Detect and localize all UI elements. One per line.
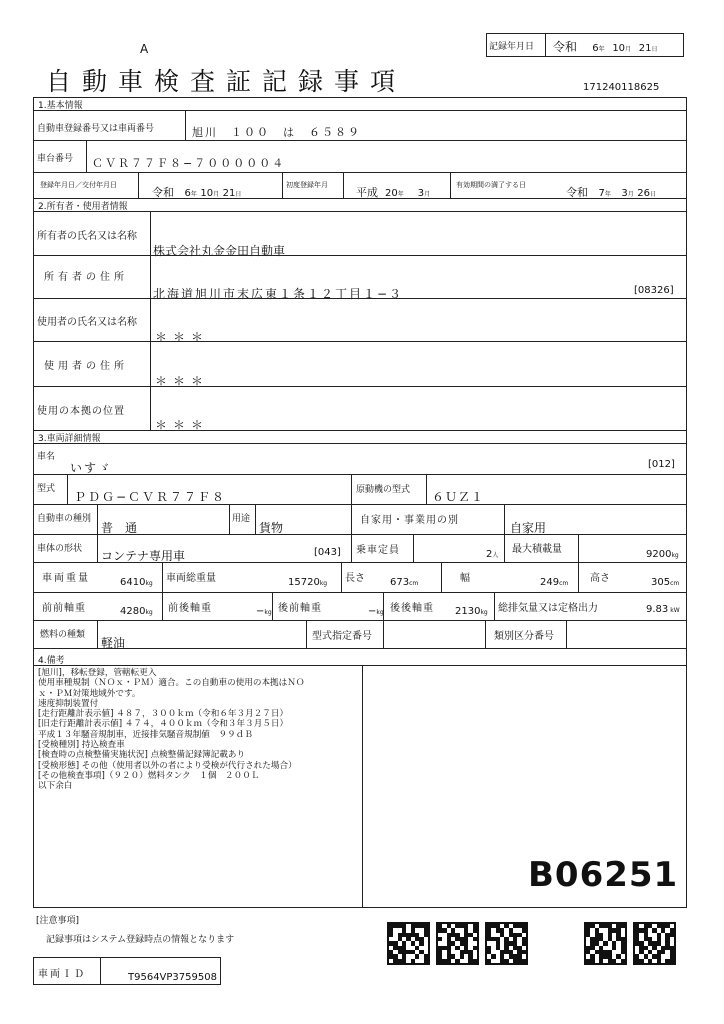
- model-label: 型式: [37, 484, 56, 494]
- rr-axle-label: 後後軸重: [390, 603, 434, 614]
- caution-text: 記録事項はシステム登録時点の情報となります: [46, 935, 235, 945]
- business-use: 自家用: [510, 521, 547, 535]
- width: 249cm: [540, 577, 569, 588]
- maker: いすゞ: [70, 461, 113, 475]
- first-reg-date: 平成 20年 3月: [356, 186, 431, 199]
- ff-axle-label: 前前軸重: [42, 603, 86, 614]
- base-location: ＊＊＊: [155, 418, 210, 432]
- business-use-label: 自家用・事業用の別: [360, 515, 459, 526]
- length: 673cm: [390, 577, 419, 588]
- maker-label: 車名: [37, 452, 56, 462]
- user-address: ＊＊＊: [155, 374, 210, 388]
- qr-code-2: [436, 922, 479, 965]
- corner-mark: A: [140, 42, 149, 56]
- fr-axle: −kg: [256, 606, 272, 617]
- qr-code-3: [485, 922, 528, 965]
- reg-date: 令和 6年 10月 21日: [152, 186, 242, 199]
- notes-text: [旭川]，移転登録，管轄転更入 使用車種規制（ＮＯｘ・ＰＭ）適合。この自動車の使用の本拠はＮＯ ｘ・ＰＭ対策地域外です。 速度抑制装置付 [走行距離計表示値] ４８７，３００ｋｍ（令和６年３月２７日） [旧走行距離計表示値] ４７４，４００ｋｍ（令和３年３月５日） 平成１３年騒音規制車，近接排気騒音規制値 ９９ｄＢ [受検種別] 持込検査車 [検査時の点検整備実施状況] 点検整備記録簿記載あり [受検形態] その他（使用者以外の者により受検が代行された場合） [その他検査事項]（９２０）燃料タンク １個 ２００Ｌ 以下余白: [38, 668, 305, 792]
- qr-code-5: [633, 922, 676, 965]
- caution-title: [注意事項]: [36, 916, 80, 926]
- reg-no-label: 自動車登録番号又は車両番号: [37, 124, 155, 134]
- chassis-label: 車台番号: [37, 154, 74, 164]
- fuel-type: 軽油: [101, 636, 126, 650]
- vehicle-kind: 普 通: [101, 521, 138, 535]
- displacement-label: 総排気量又は定格出力: [498, 603, 598, 614]
- displacement: 9.83 kW: [646, 604, 680, 615]
- body-shape: コンテナ専用車: [101, 549, 186, 563]
- engine-label: 原動機の型式: [356, 485, 411, 495]
- rr-axle: 2130kg: [455, 606, 488, 617]
- fr-axle-label: 前後軸重: [168, 603, 212, 614]
- record-date-label: 記録年月日: [489, 42, 535, 52]
- owner-name: 株式会社丸金金田自動車: [153, 244, 286, 258]
- model: ＰＤＧ−ＣＶＲ７７Ｆ８: [74, 490, 227, 504]
- user-name: ＊＊＊: [155, 330, 210, 344]
- stamp-number: B06251: [528, 855, 679, 895]
- section-vehicle: 3.車両詳細情報: [38, 431, 101, 444]
- serial-number: 171240118625: [583, 82, 660, 93]
- weight-label: 車両重量: [42, 573, 90, 584]
- capacity-label: 乗車定員: [356, 545, 400, 556]
- rf-axle: −kg: [368, 606, 384, 617]
- owner-address: 北海道旭川市末広東１条１２丁目１−３: [153, 287, 404, 301]
- vehicle-use: 貨物: [259, 521, 284, 535]
- expiry-date: 令和 7年 3月 26日: [566, 186, 657, 199]
- ff-axle: 4280kg: [120, 606, 153, 617]
- owner-address-code: [08326]: [634, 285, 674, 296]
- rf-axle-label: 後前軸重: [278, 603, 322, 614]
- vehicle-id: T9564VP3759508: [128, 972, 217, 983]
- section-basic: 1.基本情報: [38, 98, 83, 111]
- qr-code-1: [387, 922, 430, 965]
- fuel-label: 燃料の種類: [40, 630, 86, 640]
- maker-code: [012]: [648, 459, 675, 470]
- reg-no: 旭川 １００ は ６５８９: [192, 126, 361, 139]
- qr-code-4: [584, 922, 627, 965]
- reg-date-label: 登録年月日／交付年月日: [40, 181, 117, 189]
- owner-name-label: 所有者の氏名又は名称: [37, 231, 137, 242]
- max-load: 9200kg: [646, 549, 679, 560]
- owner-address-label: 所有者の住所: [44, 272, 128, 283]
- chassis-number: ＣＶＲ７７Ｆ８−７０００００４: [92, 157, 286, 170]
- base-location-label: 使用の本拠の位置: [37, 406, 125, 417]
- gross-weight: 15720kg: [288, 577, 328, 588]
- capacity: 2人: [486, 549, 499, 560]
- vehicle-weight: 6410kg: [120, 577, 153, 588]
- length-label: 長さ: [345, 573, 365, 584]
- height-label: 高さ: [590, 573, 610, 584]
- section-notes: 4.備考: [38, 653, 65, 666]
- body-code: [043]: [314, 547, 341, 558]
- user-name-label: 使用者の氏名又は名称: [37, 317, 137, 328]
- vehicle-id-label: 車両ＩＤ: [38, 969, 86, 980]
- first-reg-label: 初度登録年月: [286, 181, 328, 189]
- use-label: 用途: [232, 514, 251, 524]
- engine-model: ６ＵＺ１: [432, 490, 485, 504]
- width-label: 幅: [460, 573, 470, 584]
- gross-weight-label: 車両総重量: [166, 573, 216, 584]
- record-date: 令和 6年 10月 21日: [553, 40, 658, 54]
- body-label: 車体の形状: [37, 544, 83, 554]
- user-address-label: 使用者の住所: [44, 361, 128, 372]
- kind-label: 自動車の種別: [37, 514, 92, 524]
- height: 305cm: [651, 577, 680, 588]
- max-load-label: 最大積載量: [512, 544, 562, 555]
- section-owner: 2.所有者・使用者情報: [38, 199, 128, 212]
- type-no-label: 型式指定番号: [312, 631, 372, 642]
- document-title: 自動車検査証記録事項: [46, 67, 407, 96]
- class-no-label: 類別区分番号: [494, 631, 554, 642]
- expiry-label: 有効期間の満了する日: [456, 181, 526, 189]
